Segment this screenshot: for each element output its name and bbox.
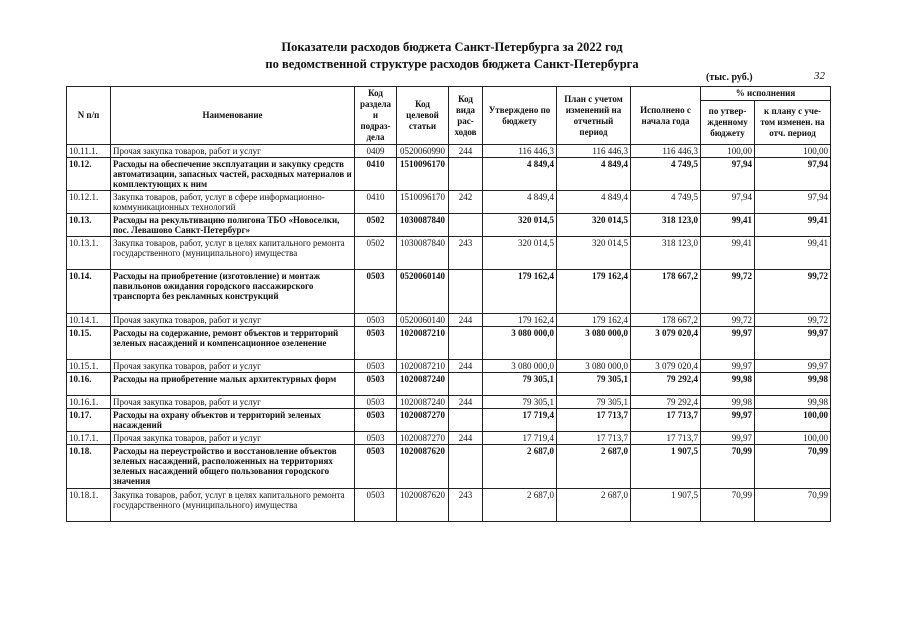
cell-pct1: 99,41 (701, 214, 755, 237)
cell-executed: 1 907,5 (631, 489, 701, 522)
table-row (67, 327, 831, 360)
table-body (67, 145, 831, 522)
cell-approved: 2 687,0 (483, 489, 557, 522)
cell-pct1: 99,98 (701, 373, 755, 396)
cell-name: Прочая закупка товаров, работ и услуг (111, 145, 355, 158)
cell-pct1: 99,97 (701, 432, 755, 445)
header-name: Наименование (111, 87, 355, 145)
cell-approved: 179 162,4 (483, 270, 557, 314)
page-subtitle: по ведомственной структуре расходов бюджета Санкт-Петербурга (265, 57, 639, 71)
cell-plan: 79 305,1 (557, 373, 631, 396)
cell-section: 0410 (355, 191, 397, 214)
header-section: Код раздела и подраз-дела (355, 87, 397, 145)
cell-pct2: 100,00 (755, 432, 831, 445)
cell-num: 10.13.1. (67, 237, 111, 270)
header-pct-plan: к плану с уче-том изменен. на отч. период (755, 101, 831, 145)
cell-plan: 3 080 000,0 (557, 360, 631, 373)
header-num: N п/п (67, 87, 111, 145)
cell-type: 242 (449, 191, 483, 214)
cell-target: 1020087240 (397, 373, 449, 396)
cell-name: Закупка товаров, работ, услуг в целях капитального ремонта государственного (муниципального) имущества (111, 237, 355, 270)
cell-target: 1020087620 (397, 445, 449, 489)
cell-pct2: 99,98 (755, 373, 831, 396)
cell-target: 1020087210 (397, 327, 449, 360)
cell-name: Расходы на переустройство и восстановление объектов зеленых насаждений, расположенных на территориях зеленых насаждений общего пользования городского значения (111, 445, 355, 489)
cell-num: 10.17.1. (67, 432, 111, 445)
cell-type (449, 214, 483, 237)
table-row (67, 158, 831, 191)
cell-pct2: 99,41 (755, 237, 831, 270)
cell-name: Прочая закупка товаров, работ и услуг (111, 396, 355, 409)
cell-type (449, 270, 483, 314)
cell-approved: 179 162,4 (483, 314, 557, 327)
cell-section: 0503 (355, 314, 397, 327)
cell-pct2: 99,72 (755, 314, 831, 327)
cell-target: 0520060990 (397, 145, 449, 158)
cell-approved: 116 446,3 (483, 145, 557, 158)
cell-executed: 318 123,0 (631, 237, 701, 270)
cell-type: 244 (449, 145, 483, 158)
cell-target: 1510096170 (397, 191, 449, 214)
cell-approved: 17 719,4 (483, 432, 557, 445)
cell-name: Расходы на охрану объектов и территорий зеленых насаждений (111, 409, 355, 432)
cell-num: 10.14. (67, 270, 111, 314)
cell-num: 10.14.1. (67, 314, 111, 327)
cell-section: 0409 (355, 145, 397, 158)
cell-type (449, 409, 483, 432)
cell-executed: 3 079 020,4 (631, 360, 701, 373)
cell-target: 1030087840 (397, 237, 449, 270)
header-pct-approved: по утвер-жденному бюджету (701, 101, 755, 145)
cell-section: 0502 (355, 237, 397, 270)
cell-num: 10.16. (67, 373, 111, 396)
cell-section: 0503 (355, 445, 397, 489)
cell-plan: 79 305,1 (557, 396, 631, 409)
cell-pct2: 99,72 (755, 270, 831, 314)
header-percent-group: % исполнения (701, 87, 831, 101)
cell-approved: 17 719,4 (483, 409, 557, 432)
cell-plan: 4 849,4 (557, 191, 631, 214)
cell-executed: 318 123,0 (631, 214, 701, 237)
cell-num: 10.13. (67, 214, 111, 237)
cell-pct1: 100,00 (701, 145, 755, 158)
page-number: 32 (814, 70, 825, 82)
cell-approved: 320 014,5 (483, 214, 557, 237)
cell-type (449, 445, 483, 489)
cell-type: 243 (449, 489, 483, 522)
cell-plan: 116 446,3 (557, 145, 631, 158)
table-row (67, 409, 831, 432)
cell-plan: 3 080 000,0 (557, 327, 631, 360)
cell-num: 10.11.1. (67, 145, 111, 158)
table-row (67, 191, 831, 214)
cell-type (449, 327, 483, 360)
cell-executed: 4 749,5 (631, 158, 701, 191)
cell-section: 0503 (355, 432, 397, 445)
cell-type: 243 (449, 237, 483, 270)
cell-pct2: 99,97 (755, 327, 831, 360)
cell-name: Расходы на содержание, ремонт объектов и территорий зеленых насаждений и компенсационное озеленение (111, 327, 355, 360)
cell-plan: 17 713,7 (557, 432, 631, 445)
table-row (67, 214, 831, 237)
table-row (67, 145, 831, 158)
expenditure-table (66, 86, 831, 522)
cell-approved: 79 305,1 (483, 396, 557, 409)
cell-section: 0503 (355, 327, 397, 360)
cell-num: 10.15.1. (67, 360, 111, 373)
cell-num: 10.12.1. (67, 191, 111, 214)
cell-type (449, 373, 483, 396)
cell-section: 0503 (355, 270, 397, 314)
cell-pct2: 99,97 (755, 360, 831, 373)
cell-name: Закупка товаров, работ, услуг в сфере информационно-коммуникационных технологий (111, 191, 355, 214)
cell-plan: 4 849,4 (557, 158, 631, 191)
cell-plan: 17 713,7 (557, 409, 631, 432)
cell-type: 244 (449, 360, 483, 373)
cell-approved: 79 305,1 (483, 373, 557, 396)
cell-section: 0503 (355, 373, 397, 396)
table-row (67, 237, 831, 270)
cell-name: Расходы на приобретение (изготовление) и монтаж павильонов ожидания городского пассажирского транспорта без рекламных конструкций (111, 270, 355, 314)
header-plan: План с учетом изменений на отчетный период (557, 87, 631, 145)
cell-type: 244 (449, 432, 483, 445)
table-row (67, 314, 831, 327)
cell-name: Прочая закупка товаров, работ и услуг (111, 314, 355, 327)
cell-pct1: 99,72 (701, 270, 755, 314)
cell-pct2: 97,94 (755, 158, 831, 191)
cell-executed: 3 079 020,4 (631, 327, 701, 360)
table-row (67, 373, 831, 396)
cell-executed: 116 446,3 (631, 145, 701, 158)
cell-executed: 178 667,2 (631, 270, 701, 314)
cell-pct2: 100,00 (755, 409, 831, 432)
cell-pct1: 99,72 (701, 314, 755, 327)
cell-pct1: 70,99 (701, 445, 755, 489)
cell-pct1: 99,98 (701, 396, 755, 409)
cell-num: 10.18.1. (67, 489, 111, 522)
cell-name: Расходы на рекультивацию полигона ТБО «Новоселки, пос. Левашово Санкт-Петербург» (111, 214, 355, 237)
cell-approved: 4 849,4 (483, 191, 557, 214)
cell-plan: 2 687,0 (557, 489, 631, 522)
cell-target: 1030087840 (397, 214, 449, 237)
page-title: Показатели расходов бюджета Санкт-Петербурга за 2022 год (281, 40, 623, 54)
cell-target: 0520060140 (397, 270, 449, 314)
table-row (67, 489, 831, 522)
cell-section: 0503 (355, 409, 397, 432)
cell-pct1: 97,94 (701, 191, 755, 214)
cell-num: 10.18. (67, 445, 111, 489)
cell-executed: 178 667,2 (631, 314, 701, 327)
cell-name: Закупка товаров, работ, услуг в целях капитального ремонта государственного (муниципального) имущества (111, 489, 355, 522)
cell-plan: 320 014,5 (557, 214, 631, 237)
cell-section: 0410 (355, 158, 397, 191)
cell-pct1: 99,97 (701, 409, 755, 432)
cell-pct1: 97,94 (701, 158, 755, 191)
cell-section: 0503 (355, 360, 397, 373)
cell-pct2: 70,99 (755, 445, 831, 489)
cell-num: 10.16.1. (67, 396, 111, 409)
header-target: Код целевой статьи (397, 87, 449, 145)
cell-target: 1020087270 (397, 409, 449, 432)
cell-pct2: 99,41 (755, 214, 831, 237)
cell-pct2: 70,99 (755, 489, 831, 522)
cell-approved: 4 849,4 (483, 158, 557, 191)
cell-executed: 79 292,4 (631, 396, 701, 409)
cell-target: 1020087270 (397, 432, 449, 445)
cell-type: 244 (449, 314, 483, 327)
cell-plan: 320 014,5 (557, 237, 631, 270)
cell-executed: 17 713,7 (631, 432, 701, 445)
units-label: (тыс. руб.) (706, 72, 753, 83)
cell-num: 10.12. (67, 158, 111, 191)
table-row (67, 445, 831, 489)
cell-plan: 179 162,4 (557, 270, 631, 314)
cell-target: 1020087620 (397, 489, 449, 522)
table-row (67, 432, 831, 445)
cell-executed: 1 907,5 (631, 445, 701, 489)
cell-pct2: 97,94 (755, 191, 831, 214)
cell-target: 1510096170 (397, 158, 449, 191)
cell-pct1: 99,41 (701, 237, 755, 270)
cell-pct1: 70,99 (701, 489, 755, 522)
cell-name: Прочая закупка товаров, работ и услуг (111, 360, 355, 373)
cell-approved: 320 014,5 (483, 237, 557, 270)
cell-target: 1020087210 (397, 360, 449, 373)
cell-pct2: 99,98 (755, 396, 831, 409)
cell-type (449, 158, 483, 191)
cell-approved: 2 687,0 (483, 445, 557, 489)
cell-type: 244 (449, 396, 483, 409)
header-approved: Утверждено по бюджету (483, 87, 557, 145)
cell-plan: 179 162,4 (557, 314, 631, 327)
cell-num: 10.15. (67, 327, 111, 360)
table-row (67, 360, 831, 373)
cell-pct2: 100,00 (755, 145, 831, 158)
cell-target: 1020087240 (397, 396, 449, 409)
cell-name: Прочая закупка товаров, работ и услуг (111, 432, 355, 445)
cell-name: Расходы на приобретение малых архитектурных форм (111, 373, 355, 396)
cell-section: 0503 (355, 489, 397, 522)
cell-executed: 4 749,5 (631, 191, 701, 214)
cell-target: 0520060140 (397, 314, 449, 327)
cell-approved: 3 080 000,0 (483, 327, 557, 360)
table-row (67, 396, 831, 409)
cell-num: 10.17. (67, 409, 111, 432)
header-executed: Исполнено с начала года (631, 87, 701, 145)
cell-pct1: 99,97 (701, 327, 755, 360)
cell-section: 0502 (355, 214, 397, 237)
cell-plan: 2 687,0 (557, 445, 631, 489)
cell-executed: 79 292,4 (631, 373, 701, 396)
table-row (67, 270, 831, 314)
cell-section: 0503 (355, 396, 397, 409)
cell-executed: 17 713,7 (631, 409, 701, 432)
cell-name: Расходы на обеспечение эксплуатации и закупку средств автоматизации, запасных частей, расходных материалов и комплектующих к ним (111, 158, 355, 191)
cell-approved: 3 080 000,0 (483, 360, 557, 373)
header-type: Код вида рас-ходов (449, 87, 483, 145)
cell-pct1: 99,97 (701, 360, 755, 373)
